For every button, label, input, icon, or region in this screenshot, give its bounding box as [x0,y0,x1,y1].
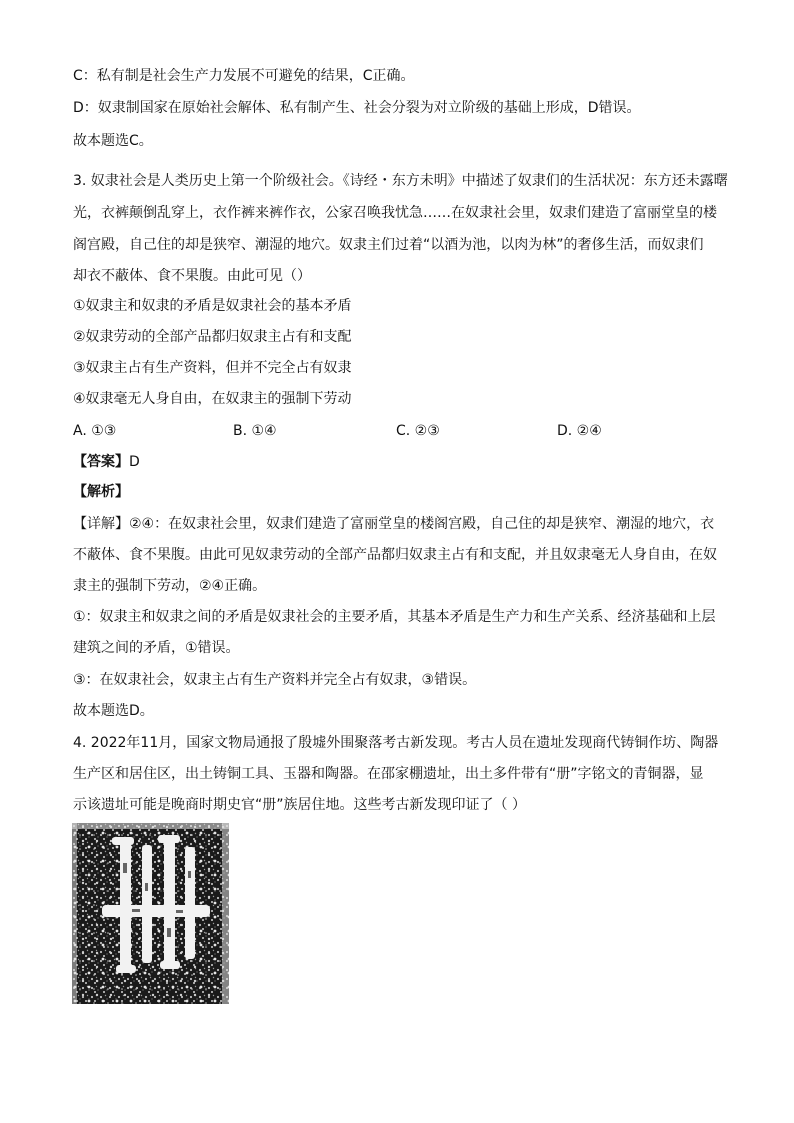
q3-stem-line: 3. 奴隶社会是人类历史上第一个阶级社会。《诗经・东方未明》中描述了奴隶们的生活状况：东方还未露曙 [73,173,728,189]
option-c-explanation: C：私有制是社会生产力发展不可避免的结果，C正确。 [73,68,415,84]
previous-conclusion: 故本题选C。 [73,133,153,149]
q4-stem-line: 示该遗址可能是晚商时期史官“册”族居住地。这些考古新发现印证了（ ） [73,797,526,813]
q3-choice-b: B. ①④ [233,423,277,439]
option-d-explanation: D：奴隶制国家在原始社会解体、私有制产生、社会分裂为对立阶级的基础上形成，D错误。 [73,100,641,116]
q4-stem-line: 生产区和居住区，出土铸铜工具、玉器和陶器。在邵家棚遗址，出土多件带有“册”字铭文的青铜器，显 [73,766,704,782]
q3-conclusion: 故本题选D。 [73,703,154,719]
answer-tag: 【答案】 [73,454,129,470]
analysis-tag: 【解析】 [73,484,129,500]
analysis-line [73,482,129,502]
answer-value: D [129,454,140,470]
q3-stem-line: 阁宫殿，自己住的却是狭窄、潮湿的地穴。奴隶主们过着“以酒为池，以肉为林”的奢侈生活，而奴隶们 [73,237,704,253]
q3-stem-line: 光，衣裤颠倒乱穿上，衣作裤来裤作衣，公家召唤我忧急……在奴隶社会里，奴隶们建造了富丽堂皇的楼 [73,205,717,221]
q3-detail-line: 隶主的强制下劳动，②④正确。 [73,578,267,594]
q3-detail-line: 【详解】②④：在奴隶社会里，奴隶们建造了富丽堂皇的楼阁宫殿，自己住的却是狭窄、潮湿的地穴，衣 [73,516,715,532]
q3-statement-4: ④奴隶毫无人身自由，在奴隶主的强制下劳动 [73,391,352,407]
inscription-rubbing-image [72,823,229,1004]
answer-line [73,452,140,472]
q3-detail-line: 建筑之间的矛盾，①错误。 [73,640,240,656]
q3-choice-a: A. ①③ [73,423,117,439]
q3-statement-2: ②奴隶劳动的全部产品都归奴隶主占有和支配 [73,329,352,345]
q3-choice-d: D. ②④ [557,423,602,439]
q3-choice-c: C. ②③ [396,423,440,439]
q3-detail-line: 不蔽体、食不果腹。由此可见奴隶劳动的全部产品都归奴隶主占有和支配，并且奴隶毫无人身自由，在奴 [73,547,717,563]
q3-statement-1: ①奴隶主和奴隶的矛盾是奴隶社会的基本矛盾 [73,298,352,314]
q4-stem-line: 4. 2022年11月，国家文物局通报了殷墟外围聚落考古新发现。考古人员在遗址发现商代铸铜作坊、陶器 [73,735,719,751]
q3-stem-line: 却衣不蔽体、食不果腹。由此可见（） [73,268,311,284]
q3-detail-line: ③：在奴隶社会，奴隶主占有生产资料并完全占有奴隶，③错误。 [73,672,477,688]
q3-detail-line: ①：奴隶主和奴隶之间的矛盾是奴隶社会的主要矛盾，其基本矛盾是生产力和生产关系、经济基础和上层 [73,609,716,625]
q3-statement-3: ③奴隶主占有生产资料，但并不完全占有奴隶 [73,360,352,376]
